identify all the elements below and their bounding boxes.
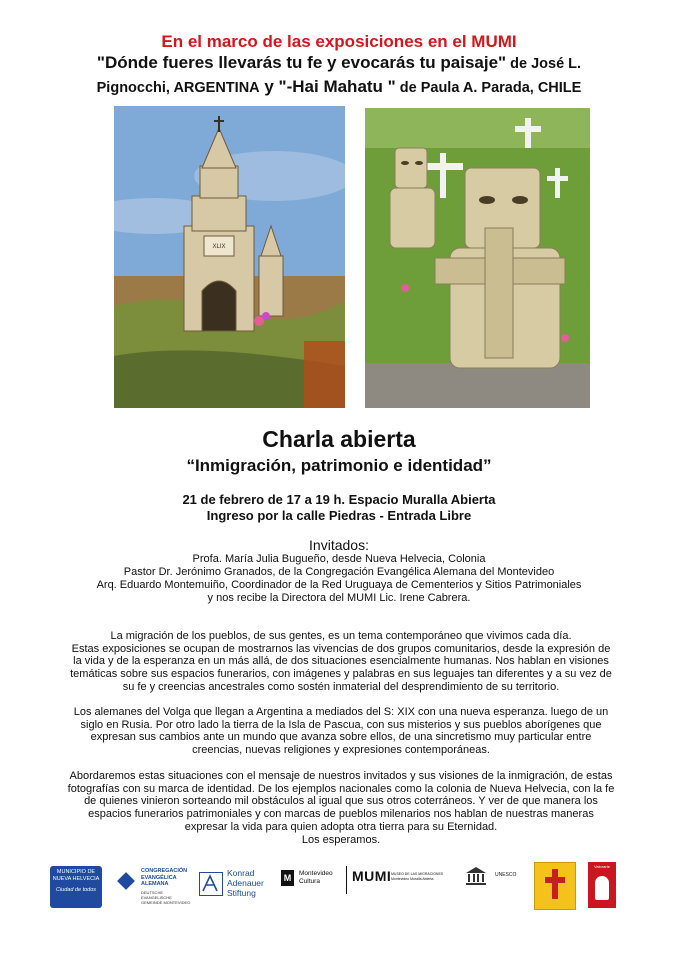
author-1-country: Pignocchi, ARGENTINA [96, 80, 260, 96]
konrad-text: Stiftung [227, 888, 256, 898]
header-line-2 [0, 53, 678, 73]
valorarte-logo [588, 862, 616, 908]
event-entry: Ingreso por la calle Piedras - Entrada Libre [206, 508, 472, 523]
paragraph-line: su fe y creencias ancestrales como sostén inmaterial del desprendimiento de su territorio. [122, 680, 560, 693]
congregacion-logo [117, 868, 191, 908]
paragraph-2 [56, 706, 626, 757]
author-2: de Paula A. Parada, CHILE [395, 80, 582, 96]
montevideo-m-icon: M [281, 870, 294, 886]
congregacion-emblem-icon [117, 872, 135, 890]
paragraph-line: creencias, nuevas religiones y expresiones contemporáneas. [192, 744, 490, 757]
paragraph-line: siglo en Rusia. Por otro lado la tierra de la Isla de Pascua, con sus misterios y sus pueblos aborígenes que [80, 718, 602, 731]
cross-icon [535, 863, 575, 909]
paragraph-line: Los alemanes del Volga que llegan a Argentina a mediados del S: XIX con una nueva esperanza. luego de un [73, 706, 609, 718]
paragraph-1 [56, 630, 626, 694]
sponsor-logos [0, 856, 678, 916]
guest-line: Profa. María Julia Bugueño, desde Nueva Helvecia, Colonia [192, 553, 486, 565]
exhibition-title-1: "Dónde fueres llevarás tu fe y evocarás tu paisaje" [96, 53, 507, 72]
valorarte-figure-icon [595, 876, 609, 900]
event-date: 21 de febrero de 17 a 19 h. Espacio Muralla Abierta [182, 492, 496, 507]
guests-title: Invitados: [309, 537, 369, 553]
congregacion-text: EVANGÉLICA [141, 874, 177, 881]
mumi-subtext: MUSEO DE LAS MIGRACIONES [391, 872, 444, 876]
unesco-logo [465, 866, 525, 906]
congregacion-text: ALEMANA [141, 881, 169, 887]
konrad-adenauer-logo [199, 868, 271, 906]
paragraph-line: Abordaremos estas situaciones con el mensaje de nuestros invitados y sus visiones de la inmigración, de estas [69, 770, 613, 782]
header-line-3 [0, 77, 678, 97]
konrad-text: Konrad [227, 868, 255, 878]
paragraph-line: de quienes vinieron sorteando mil obstáculos al igual que sus otros coterráneos. Y ver de que manera los [84, 795, 598, 808]
header-line-1: En el marco de las exposiciones en el MUMI [161, 32, 517, 51]
konrad-text: Adenauer [227, 878, 264, 888]
red-cementerios-logo [534, 862, 576, 910]
paragraph-line: Los esperamos. [301, 833, 381, 846]
municipio-logo-text: MUNICIPIO DE NUEVA HELVECIA [52, 869, 100, 882]
event-subtitle: “Inmigración, patrimonio e identidad” [186, 456, 492, 475]
paragraph-line: fotografías con su marca de identidad. De los ejemplos nacionales como la colonia de Nueva Helvecia, con la fe [67, 782, 615, 795]
guest-line: y nos recibe la Directora del MUMI Lic. Irene Cabrera. [207, 592, 471, 604]
mumi-logo [346, 866, 446, 894]
valorarte-text: Valorarte [594, 864, 610, 869]
paragraph-line: espacios funerarios patrimoniales y con marcas de pueblos milenarios nos hablan de nuestras maneras [88, 808, 594, 821]
congregacion-subtext: GEMEINDE MONTEVIDEO [141, 900, 191, 905]
montevideo-text: Montevideo [299, 870, 333, 877]
chapel-plaque-text: XLIX [212, 244, 226, 250]
stone-figure-photo [365, 108, 590, 408]
paragraph-line: temáticas sobre sus espacios funerarios, con imágenes y palabras en sus leguajes tan diferentes y a su vez de [70, 668, 612, 681]
paragraph-line: expresar la vida para quien adopta otra tierra para su Eternidad. [184, 820, 498, 833]
municipio-tagline: Ciudad de todos [55, 887, 97, 893]
konrad-emblem-icon [199, 872, 223, 896]
municipio-logo [50, 866, 102, 908]
event-title: Charla abierta [262, 426, 416, 452]
author-1-prefix: de José L. [506, 56, 582, 72]
congregacion-subtext: DEUTSCHE EVANGELISCHE [141, 890, 172, 900]
paragraph-line: La migración de los pueblos, de sus gentes, es un tema contemporáneo que vivimos cada día. [110, 630, 572, 642]
congregacion-text: CONGREGACIÓN [141, 868, 188, 874]
paragraph-line: la vida y de la esperanza en un más allá, de dos situaciones esencialmente humanas. Nos hablan en visiones [73, 655, 609, 668]
paragraph-line: expresan sus cambios ante un mundo que avanza sobre ellos, de una sincretismo muy particular entre [90, 731, 592, 744]
guest-line: Arq. Eduardo Montemuiño, Coordinador de la Red Uruguaya de Cementerios y Sitios Patrimoniales [96, 579, 582, 591]
montevideo-text: Cultura [299, 878, 320, 885]
unesco-text: UNESCO [495, 872, 517, 878]
guest-line: Pastor Dr. Jerónimo Granados, de la Congregación Evangélica Alemana del Montevideo [123, 566, 555, 578]
paragraph-line: Estas exposiciones se ocupan de mostrarnos las vivencias de dos grupos comunitarios, desde la expresión de [71, 642, 611, 655]
paragraph-3 [56, 770, 626, 846]
mumi-text: MUMI [352, 868, 392, 884]
unesco-temple-icon [465, 866, 487, 886]
exhibition-title-2: y "-Hai Mahatu " [259, 77, 396, 96]
montevideo-cultura-logo [281, 868, 343, 898]
cemetery-chapel-photo [114, 106, 345, 408]
mumi-subtext: Montevideo Muralla Abierta [391, 876, 434, 881]
